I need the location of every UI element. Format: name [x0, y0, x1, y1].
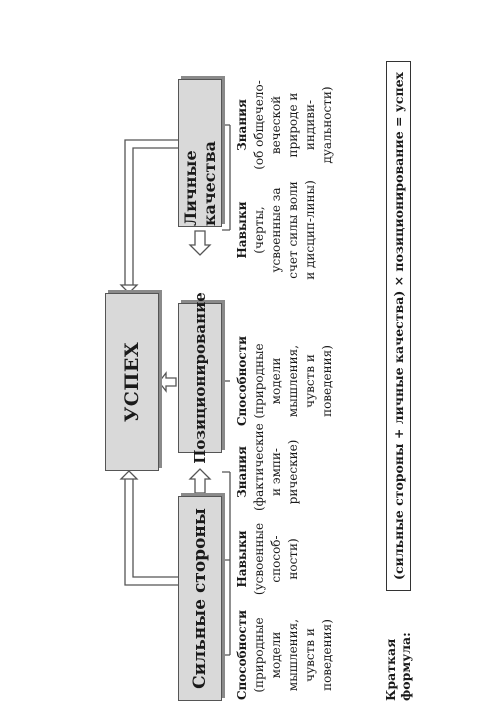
strengths-title: Сильные стороны: [190, 508, 210, 689]
item-heading: Способности: [235, 335, 249, 427]
strengths-item-knowledge: [234, 423, 302, 511]
arrow-strong-to-position: [190, 469, 210, 493]
item-description: (усвоенные способ-ности): [252, 522, 300, 596]
success-title: УСПЕХ: [121, 341, 143, 423]
personal-qualities-box: [178, 79, 222, 227]
bracket-personal: [222, 125, 230, 230]
arrow-personal-to-position: [190, 231, 210, 255]
item-heading: Способности: [235, 609, 249, 701]
bracket-strong: [222, 472, 230, 655]
arrow-into-success-right: [121, 285, 137, 293]
positioning-title: Позиционирование: [191, 292, 209, 464]
success-box: [105, 293, 159, 471]
formula-box: (сильные стороны + личные качества) × позиционирование = успех: [386, 61, 411, 591]
item-description: (черты, усвоенные за счет силы воли и дисцип-лины): [252, 180, 317, 280]
arrow-into-success-left: [121, 471, 137, 479]
item-description: (об общечело-веческой природе и индиви-дуальности): [252, 80, 334, 170]
personal-qualities-title: Личные качества: [181, 141, 219, 226]
formula-label: Краткая формула:: [383, 632, 413, 701]
positioning-item-abilities: [234, 329, 336, 433]
item-description: (природные модели мышления, чувств и поведения): [252, 343, 334, 419]
item-description: (природные модели мышления, чувств и поведения): [252, 617, 334, 693]
item-heading: Знания: [235, 446, 249, 498]
strengths-item-abilities: [234, 609, 336, 701]
item-heading: Знания: [235, 99, 249, 151]
formula-row: [378, 61, 418, 701]
item-heading: Навыки: [235, 530, 249, 588]
strengths-item-skills: [234, 519, 302, 599]
connector-strong-inner: [133, 479, 178, 577]
item-description: (фактические и эмпи-рические): [252, 423, 300, 511]
strengths-box: [178, 496, 222, 701]
positioning-box: [178, 292, 222, 464]
personal-item-knowledge: [234, 75, 336, 175]
arrow-position-up: [159, 373, 176, 391]
connector-personal-inner: [133, 148, 178, 285]
item-heading: Навыки: [235, 201, 249, 259]
personal-item-skills: [234, 177, 319, 283]
